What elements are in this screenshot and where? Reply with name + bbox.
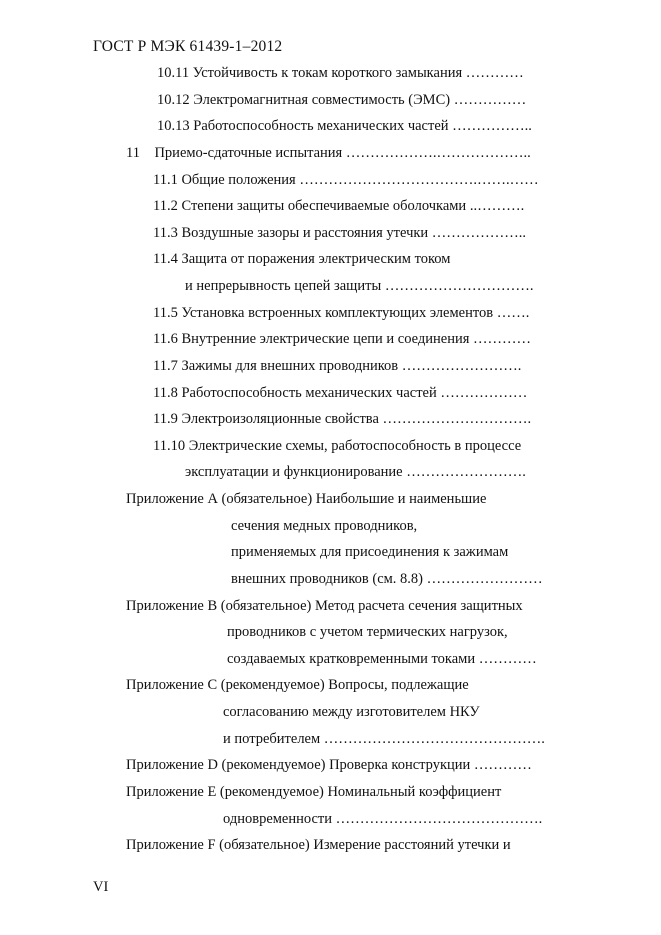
toc-entry: 11.4 Защита от поражения электрическим током — [153, 251, 451, 267]
toc-appendix: Приложение С (рекомендуемое) Вопросы, подлежащие — [126, 677, 469, 693]
toc-appendix-continuation: проводников с учетом термических нагрузок, — [227, 624, 508, 640]
toc-entry: 10.13 Работоспособность механических частей …………….. — [157, 118, 532, 134]
toc-appendix: Приложение F (обязательное) Измерение расстояний утечки и — [126, 837, 511, 853]
toc-entry: 11.2 Степени защиты обеспечиваемые оболочками ..………. — [153, 198, 525, 214]
toc-entry: 10.11 Устойчивость к токам короткого замыкания ………… — [157, 65, 524, 81]
toc-appendix-continuation: одновременности ……………………………………. — [223, 811, 543, 827]
toc-section: 11 Приемо-сдаточные испытания ……………….……………….. — [126, 145, 531, 161]
toc-appendix-continuation: создаваемых кратковременными токами ………… — [227, 651, 537, 667]
toc-entry: 11.7 Зажимы для внешних проводников ……………………. — [153, 358, 522, 374]
page-number: VI — [93, 879, 109, 895]
toc-entry-continuation: и непрерывность цепей защиты …………………………. — [185, 278, 534, 294]
toc-appendix-continuation: применяемых для присоединения к зажимам — [231, 544, 509, 560]
toc-appendix: Приложение А (обязательное) Наибольшие и наименьшие — [126, 491, 487, 507]
toc-entry: 10.12 Электромагнитная совместимость (ЭМС) …………… — [157, 92, 527, 108]
document-header: ГОСТ Р МЭК 61439-1–2012 — [93, 38, 283, 55]
toc-appendix-continuation: и потребителем ………………………………………. — [223, 731, 545, 747]
toc-entry: 11.9 Электроизоляционные свойства …………………………. — [153, 411, 532, 427]
toc-appendix-continuation: сечения медных проводников, — [231, 518, 418, 534]
toc-entry-continuation: эксплуатации и функционирование ……………………. — [185, 464, 526, 480]
toc-entry: 11.3 Воздушные зазоры и расстояния утечки ……………….. — [153, 225, 527, 241]
toc-appendix: Приложение D (рекомендуемое) Проверка конструкции ………… — [126, 757, 532, 773]
toc-entry: 11.6 Внутренние электрические цепи и соединения ………… — [153, 331, 532, 347]
toc-entry: 11.10 Электрические схемы, работоспособность в процессе — [153, 438, 522, 454]
toc-appendix-continuation: внешних проводников (см. 8.8) …………………… — [231, 571, 543, 587]
toc-entry: 11.1 Общие положения ……………………………….…….…… — [153, 172, 539, 188]
toc-appendix-continuation: согласованию между изготовителем НКУ — [223, 704, 480, 720]
toc-appendix: Приложение В (обязательное) Метод расчета сечения защитных — [126, 598, 523, 614]
toc-appendix: Приложение Е (рекомендуемое) Номинальный коэффициент — [126, 784, 502, 800]
toc-entry: 11.8 Работоспособность механических частей ……………… — [153, 385, 528, 401]
toc-entry: 11.5 Установка встроенных комплектующих элементов ……. — [153, 305, 530, 321]
